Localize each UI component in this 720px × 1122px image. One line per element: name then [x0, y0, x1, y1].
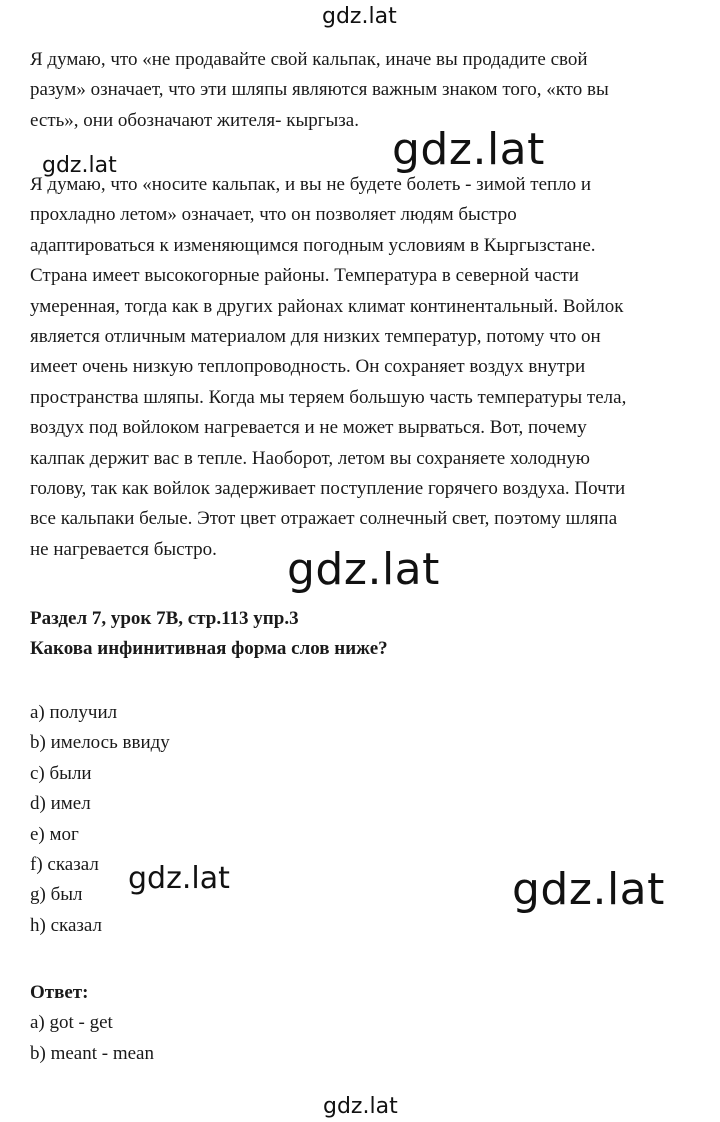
paragraph-line: умеренная, тогда как в других районах климат континентальный. Войлок — [30, 295, 624, 317]
paragraph-1 — [30, 45, 690, 136]
section-header — [30, 604, 690, 665]
list-item: d) имел — [30, 793, 91, 815]
paragraph-line: разум» означает, что эти шляпы являются важным знаком того, «кто вы — [30, 79, 609, 101]
paragraph-line: является отличным материалом для низких температур, потому что он — [30, 326, 601, 348]
paragraph-line: не нагревается быстро. — [30, 538, 217, 560]
paragraph-line: все кальпаки белые. Этот цвет отражает солнечный свет, поэтому шляпа — [30, 508, 618, 530]
watermark-top: gdz.lat — [322, 4, 397, 29]
paragraph-line: Я думаю, что «не продавайте свой кальпак, иначе вы продадите свой — [30, 49, 588, 70]
watermark-big: gdz.lat — [512, 864, 665, 915]
answer-line: a) got - get — [30, 1012, 113, 1034]
paragraph-line: воздух под войлоком нагревается и не может вырваться. Вот, почему — [30, 417, 587, 439]
section-question: Какова инфинитивная форма слов ниже? — [30, 638, 388, 660]
watermark-bottom: gdz.lat — [323, 1094, 398, 1119]
answer-label: Ответ: — [30, 982, 89, 1003]
paragraph-line: имеет очень низкую теплопроводность. Он сохраняет воздух внутри — [30, 356, 586, 378]
paragraph-line: голову, так как войлок задерживает поступление горячего воздуха. Почти — [30, 478, 626, 500]
list-item: f) сказал — [30, 854, 99, 876]
answer-line: b) meant - mean — [30, 1042, 154, 1064]
paragraph-line: есть», они обозначают жителя- кыргыза. — [30, 109, 359, 131]
list-item: b) имелось ввиду — [30, 732, 170, 754]
paragraph-line: Страна имеет высокогорные районы. Температура в северной части — [30, 265, 579, 287]
list-item: c) были — [30, 762, 92, 784]
answer-block — [30, 978, 690, 1069]
watermark-small: gdz.lat — [128, 861, 230, 896]
paragraph-2 — [30, 170, 690, 565]
section-heading: Раздел 7, урок 7B, стр.113 упр.3 — [30, 608, 299, 629]
paragraph-line: адаптироваться к изменяющимся погодным условиям в Кыргызстане. — [30, 234, 596, 256]
list-item: a) получил — [30, 702, 118, 723]
paragraph-line: калпак держит вас в тепле. Наоборот, летом вы сохраняете холодную — [30, 447, 590, 469]
watermark-big: gdz.lat — [287, 544, 440, 595]
watermark-small: gdz.lat — [42, 153, 117, 178]
list-item: h) сказал — [30, 914, 102, 936]
paragraph-line: прохладно летом» означает, что он позволяет людям быстро — [30, 204, 517, 226]
watermark-big: gdz.lat — [392, 124, 545, 175]
list-item: g) был — [30, 884, 83, 906]
word-list — [30, 698, 690, 941]
paragraph-line: пространства шляпы. Когда мы теряем большую часть температуры тела, — [30, 386, 627, 408]
paragraph-line: Я думаю, что «носите кальпак, и вы не будете болеть - зимой тепло и — [30, 174, 592, 195]
list-item: e) мог — [30, 823, 79, 845]
